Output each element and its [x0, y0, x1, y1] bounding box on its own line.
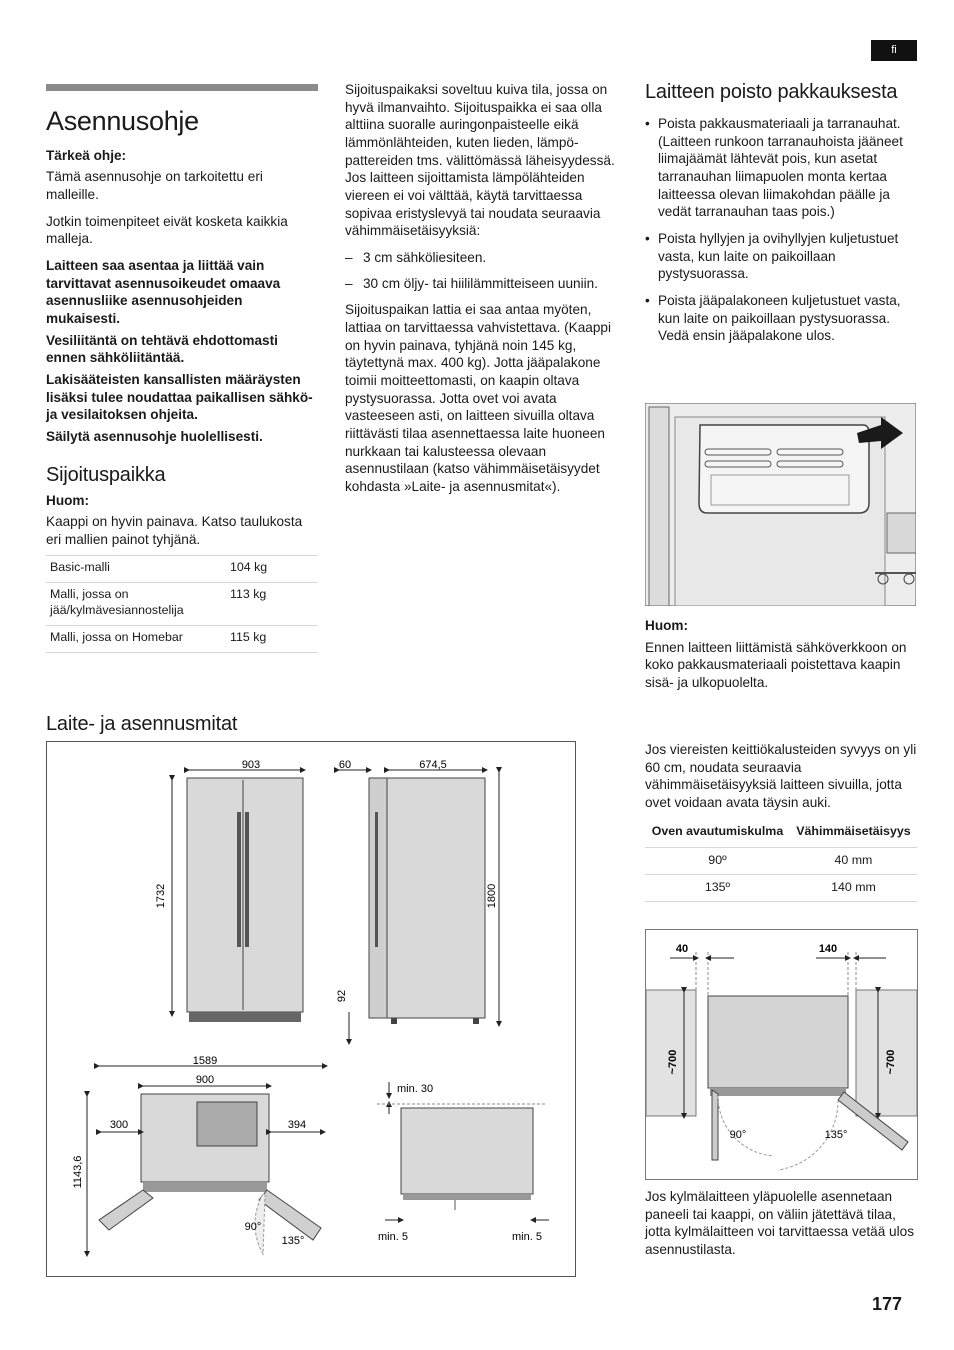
list-item: – 30 cm öljy- tai hiililämmitteiseen uuniin. — [345, 275, 621, 293]
note-label: Huom: — [46, 492, 90, 508]
front-view — [155, 759, 303, 1022]
dim-1143: 1143,6 — [72, 1155, 84, 1189]
note-text: Kaappi on hyvin painava. Katso taulukosta eri mallien painot tyhjänä. — [46, 514, 303, 548]
column-unpacking — [645, 81, 917, 354]
table-header-row — [645, 821, 917, 848]
section-title-location: Sijoituspaikka — [46, 463, 166, 486]
dim-min5-right: min. 5 — [512, 1231, 542, 1243]
page-title: Asennusohje — [46, 106, 199, 136]
weight-cell: 104 kg — [226, 555, 318, 582]
angle-135: 135° — [281, 1235, 305, 1247]
table-row — [46, 582, 318, 625]
plan-dim-40: 40 — [675, 943, 689, 955]
column-clearance — [645, 741, 917, 902]
list-item: – 3 cm sähköliesiteen. — [345, 249, 621, 267]
dim-1800: 1800 — [486, 883, 498, 909]
section-title-unpacking: Laitteen poisto pakkauksesta — [645, 81, 898, 103]
model-cell: Malli, jossa on jää/kylmävesiannostelija — [46, 582, 226, 625]
plan-angle-90: 90° — [729, 1129, 747, 1141]
dim-674: 674,5 — [419, 759, 447, 771]
dim-60: 60 — [338, 759, 352, 771]
note-text: Ennen laitteen liittämistä sähköverkkoon on koko pakkausmateriaali poistettava kaapin sisä- ja ulkopuolelta. — [645, 639, 907, 691]
side-view — [336, 759, 499, 1042]
warning-3: Lakisääteisten kansallisten määräysten lisäksi tulee noudattaa paikallisen sähkö- ja vesilaitoksen ohjeita. — [46, 372, 313, 423]
table-row — [46, 555, 318, 582]
dim-92: 92 — [336, 989, 348, 1003]
header-distance: Vähimmäisetäisyys — [796, 823, 911, 838]
distance-cell: 140 mm — [790, 874, 917, 901]
intro-text-1: Tämä asennusohje on tarkoitettu eri malleille. — [46, 169, 263, 203]
language-tag: fi — [871, 40, 917, 61]
location-text-1: Sijoituspaikaksi soveltuu kuiva tila, jossa on hyvä ilmanvaihto. Sijoituspaikka ei saa olla alttiina suoralle auringonpaisteelle eikä lämmönlähteiden, kuten lieden, lämpöpattereiden tms. välittömässä läheisyydessä. Jos laitteen sijoittamista lämpölähteiden viereen ei voi välttää, käytä tarvittaessa sopivaa eristyslevyä tai noudata seuraavia vähimmäisetäisyyksiä: — [345, 82, 615, 239]
angle-cell: 135º — [645, 874, 790, 901]
dim-min5-left: min. 5 — [378, 1231, 408, 1243]
dim-1732: 1732 — [155, 883, 167, 909]
dim-1589: 1589 — [192, 1055, 218, 1067]
angle-cell: 90º — [645, 847, 790, 874]
warning-2: Vesiliitäntä on tehtävä ehdottomasti ennen sähköliitäntää. — [46, 332, 278, 366]
list-item: • Poista hyllyjen ja ovihyllyjen kuljetustuet vasta, kun laite on paikoillaan pystysuorassa. — [645, 230, 917, 283]
column-installation — [46, 84, 318, 653]
dim-394: 394 — [287, 1119, 307, 1131]
location-text-2: Sijoituspaikan lattia ei saa antaa myöten, lattiaa on tarvittaessa vahvistettava. (Kaappi on hyvin painava, tyhjänä noin 145 kg, täytettynä max. 400 kg). Jotta jääpalakone toimii moitteettomasti, on kaapin oltava pystysuorassa. Jotta ovet voi avata vasteeseen asti, on laitteen sivuilla oltava riittävästi tilaa asennettaessa laite huoneen nurkkaan tai kalusteessa olevaan asennustilaan (katso vähimmäisetäisyydet kohdasta »Laite- ja asennusmitat«). — [345, 302, 611, 495]
header-angle: Oven avautumiskulma — [651, 823, 784, 838]
model-cell: Basic-malli — [46, 555, 226, 582]
panel-note-text: Jos kylmälaitteen yläpuolelle asennetaan paneeli tai kaappi, on väliin jätettävä tilaa, jotta kylmälaitteen voi tarvittaessa vetää ulos asennustilasta. — [645, 1189, 914, 1258]
fridge-interior-illustration — [645, 403, 916, 606]
page-number: 177 — [872, 1294, 903, 1314]
section-title-dimensions: Laite- ja asennusmitat — [46, 713, 238, 735]
list-item: • Poista jääpalakoneen kuljetustuet vasta, kun laite on paikoillaan pystysuorassa. Vedä ensin jääpalakone ulos. — [645, 292, 917, 345]
model-cell: Malli, jossa on Homebar — [46, 626, 226, 653]
unpacking-note — [645, 617, 917, 701]
column-location-text — [345, 81, 621, 505]
clearance-text: Jos viereisten keittiökalusteiden syvyys on yli 60 cm, noudata seuraavia vähimmäisetäisyyksiä laitteen sivuilla, jotta ovet voidaan avata täysin auki. — [645, 742, 917, 811]
intro-text-2: Jotkin toimenpiteet eivät kosketa kaikkia malleja. — [46, 213, 288, 247]
dim-900: 900 — [195, 1074, 215, 1086]
plan-dim-140: 140 — [818, 943, 838, 955]
warning-4: Säilytä asennusohje huolellisesti. — [46, 429, 263, 445]
note-label: Huom: — [645, 618, 689, 633]
plan-view-doors — [72, 1055, 325, 1254]
unpacking-list — [645, 115, 917, 345]
weight-cell: 115 kg — [226, 626, 318, 653]
table-row — [645, 874, 917, 901]
distance-list — [345, 249, 621, 292]
table-row — [645, 847, 917, 874]
plan-dim-700-right: ~700 — [885, 1049, 897, 1075]
plan-dim-700-left: ~700 — [667, 1049, 679, 1075]
panel-note — [645, 1188, 917, 1268]
clearance-plan-drawing — [645, 929, 918, 1180]
list-item: • Poista pakkausmateriaali ja tarranauhat. (Laitteen runkoon tarranauhoista jääneet liimajäämät lähtevät pois, kun asetat tarranauhan liimapuolen monta kertaa laitteessa olevan liimakohdan päälle ja vedät tarranauhan taas pois.) — [645, 115, 917, 221]
dim-min30: min. 30 — [397, 1083, 434, 1095]
dimension-drawing — [46, 741, 576, 1277]
plan-angle-135: 135° — [824, 1129, 848, 1141]
dim-903: 903 — [241, 759, 261, 771]
important-label: Tärkeä ohje: — [46, 147, 127, 163]
dim-300: 300 — [109, 1119, 129, 1131]
header-rule — [46, 84, 318, 91]
table-row — [46, 626, 318, 653]
warning-1: Laitteen saa asentaa ja liittää vain tarvittavat asennusoikeudet omaava asennusliike asennusohjeiden mukaisesti. — [46, 258, 281, 327]
angle-90: 90° — [244, 1221, 262, 1233]
clearance-table — [645, 821, 917, 902]
distance-cell: 40 mm — [790, 847, 917, 874]
weight-table — [46, 555, 318, 654]
weight-cell: 113 kg — [226, 582, 318, 625]
plan-view-clearance — [377, 1082, 549, 1243]
